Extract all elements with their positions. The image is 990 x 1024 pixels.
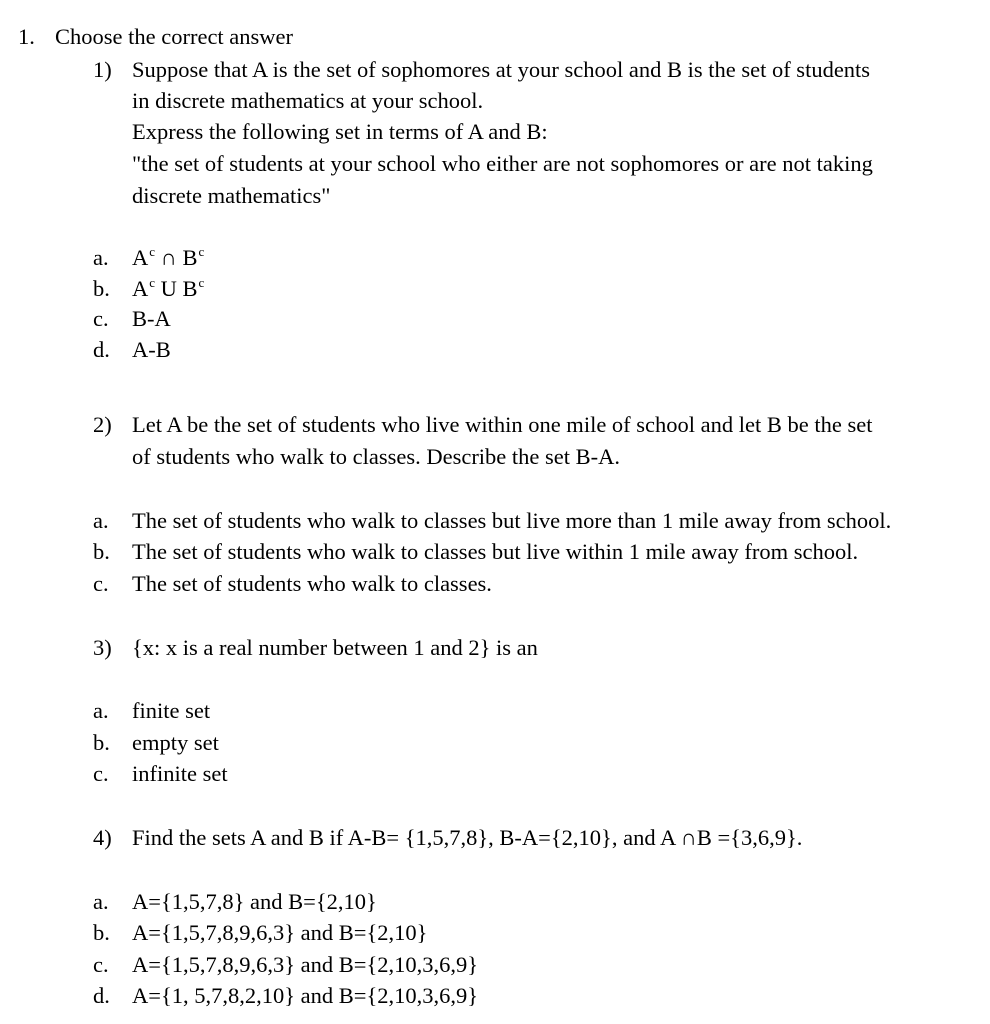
option-letter: d. [93, 983, 110, 1008]
question-text-line: "the set of students at your school who either are not sophomores or are not taking [132, 151, 873, 176]
option-text: A={1,5,7,8} and B={2,10} [132, 889, 377, 914]
option-letter: a. [93, 508, 109, 533]
option-text: $A^c$ ∩ $B^c$ [132, 244, 205, 270]
option-text: A={1,5,7,8,9,6,3} and B={2,10} [132, 920, 428, 945]
option-letter: b. [93, 730, 110, 755]
question-text-line: Let A be the set of students who live within one mile of school and let B be the set [132, 412, 873, 437]
option-letter: a. [93, 889, 109, 914]
question-number: 4) [93, 825, 112, 850]
question-text-line: {x: x is a real number between 1 and 2} is an [132, 635, 538, 660]
section-title: Choose the correct answer [55, 24, 294, 49]
section-number: 1. [18, 24, 35, 49]
option-text: B-A [132, 306, 171, 331]
question-text-line: discrete mathematics" [132, 183, 331, 208]
option-letter: b. [93, 539, 110, 564]
option-text: The set of students who walk to classes but live more than 1 mile away from school. [132, 508, 892, 533]
option-text: A-B [132, 337, 171, 362]
option-text: A={1, 5,7,8,2,10} and B={2,10,3,6,9} [132, 983, 479, 1008]
option-letter: c. [93, 571, 109, 596]
option-letter: b. [93, 276, 110, 301]
question-text-line: Find the sets A and B if A-B= {1,5,7,8}, B-A={2,10}, and A ∩B ={3,6,9}. [132, 825, 803, 850]
question-number: 2) [93, 412, 112, 437]
question-number: 1) [93, 57, 112, 82]
question-text-line: in discrete mathematics at your school. [132, 88, 484, 113]
option-letter: b. [93, 920, 110, 945]
option-text: The set of students who walk to classes but live within 1 mile away from school. [132, 539, 859, 564]
option-letter: a. [93, 245, 109, 270]
option-letter: c. [93, 761, 109, 786]
option-text: finite set [132, 698, 211, 723]
option-letter: a. [93, 698, 109, 723]
question-number: 3) [93, 635, 112, 660]
option-text: The set of students who walk to classes. [132, 571, 492, 596]
option-text: infinite set [132, 761, 228, 786]
option-letter: c. [93, 952, 109, 977]
question-text-line: of students who walk to classes. Describe the set B-A. [132, 444, 621, 469]
option-text: A={1,5,7,8,9,6,3} and B={2,10,3,6,9} [132, 952, 479, 977]
question-text-line: Suppose that A is the set of sophomores at your school and B is the set of students [132, 57, 871, 82]
option-text: $A^c$ U $B^c$ [132, 275, 205, 301]
option-letter: d. [93, 337, 110, 362]
option-text: empty set [132, 730, 219, 755]
question-text-line: Express the following set in terms of A and B: [132, 119, 548, 144]
option-letter: c. [93, 306, 109, 331]
